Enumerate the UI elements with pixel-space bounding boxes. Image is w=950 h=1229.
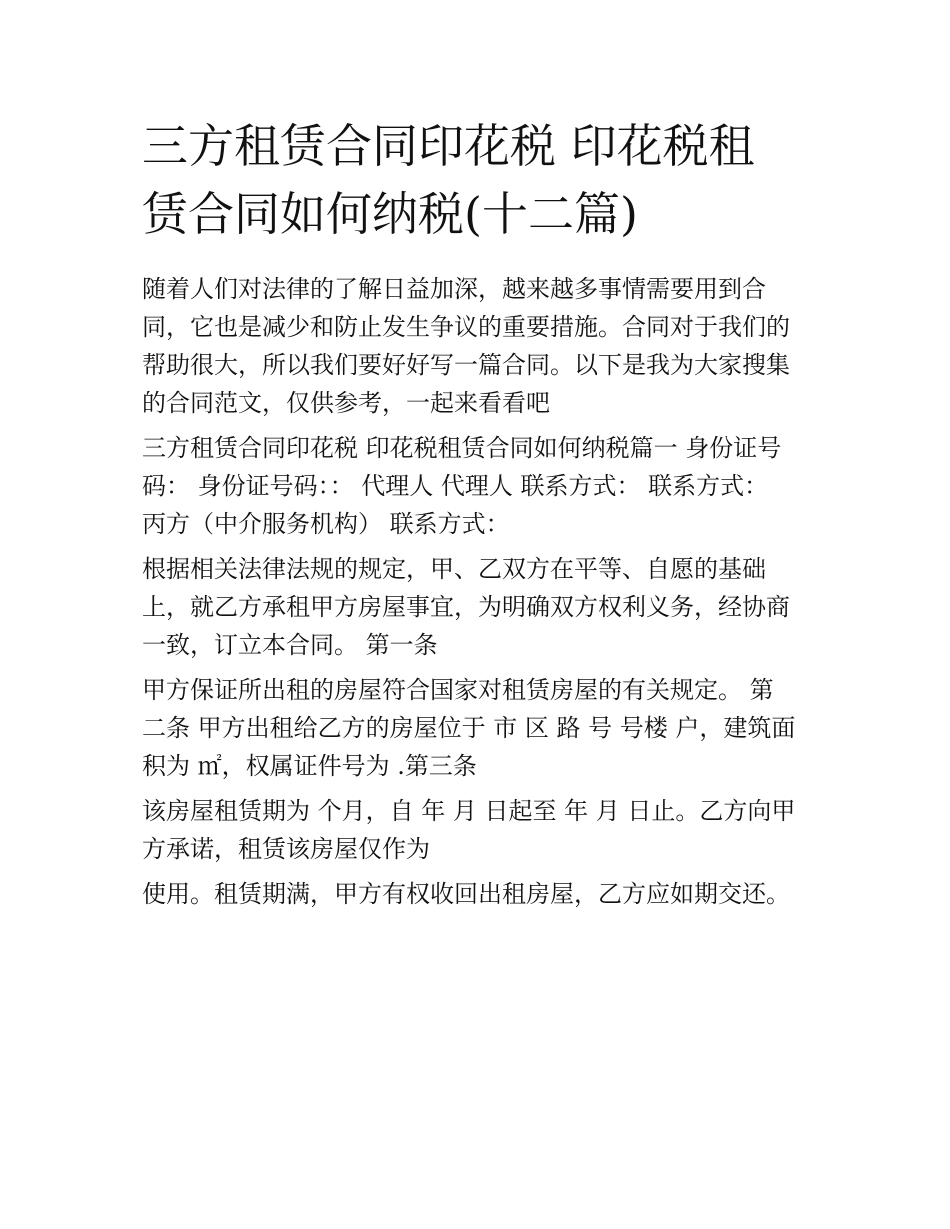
text-line: 同，它也是减少和防止发生争议的重要措施。合同对于我们的 xyxy=(142,313,790,341)
lease-term-paragraph xyxy=(142,792,822,868)
intro-paragraph xyxy=(142,270,822,422)
text-line: 使用。租赁期满，甲方有权收回出租房屋，乙方应如期交还。 xyxy=(142,880,790,908)
text-line: 码： 身份证号码：： 代理人 代理人 联系方式： 联系方式： xyxy=(142,472,769,500)
article-paragraph xyxy=(142,671,822,785)
document-title-line: 三方租赁合同印花税 印花税租 xyxy=(142,119,755,173)
text-line: 方承诺，租赁该房屋仅作为 xyxy=(142,835,430,863)
preamble-paragraph xyxy=(142,550,822,664)
document-title xyxy=(142,112,822,248)
document-title-line: 赁合同如何纳税(十二篇) xyxy=(142,187,638,241)
text-line: 上，就乙方承租甲方房屋事宜，为明确双方权利义务，经协商 xyxy=(142,593,790,621)
parties-paragraph xyxy=(142,429,822,543)
text-line: 随着人们对法律的了解日益加深，越来越多事情需要用到合 xyxy=(142,275,766,303)
text-line: 二条 甲方出租给乙方的房屋位于 市 区 路 号 号楼 户，建筑面 xyxy=(142,714,796,742)
text-line: 丙方（中介服务机构） 联系方式： xyxy=(142,510,510,538)
text-line: 根据相关法律法规的规定，甲、乙双方在平等、自愿的基础 xyxy=(142,555,766,583)
text-line: 三方租赁合同印花税 印花税租赁合同如何纳税篇一 身份证号 xyxy=(142,434,782,462)
text-line: 的合同范文，仅供参考，一起来看看吧 xyxy=(142,389,550,417)
text-line: 积为 ㎡，权属证件号为 .第三条 xyxy=(142,752,477,780)
text-line: 该房屋租赁期为 个月，自 年 月 日起至 年 月 日止。乙方向甲 xyxy=(142,797,796,825)
document-body xyxy=(142,112,822,913)
text-line: 甲方保证所出租的房屋符合国家对租赁房屋的有关规定。 第 xyxy=(142,676,774,704)
text-line: 一致，订立本合同。 第一条 xyxy=(142,631,438,659)
usage-paragraph xyxy=(142,875,822,913)
text-line: 帮助很大，所以我们要好好写一篇合同。以下是我为大家搜集 xyxy=(142,351,790,379)
